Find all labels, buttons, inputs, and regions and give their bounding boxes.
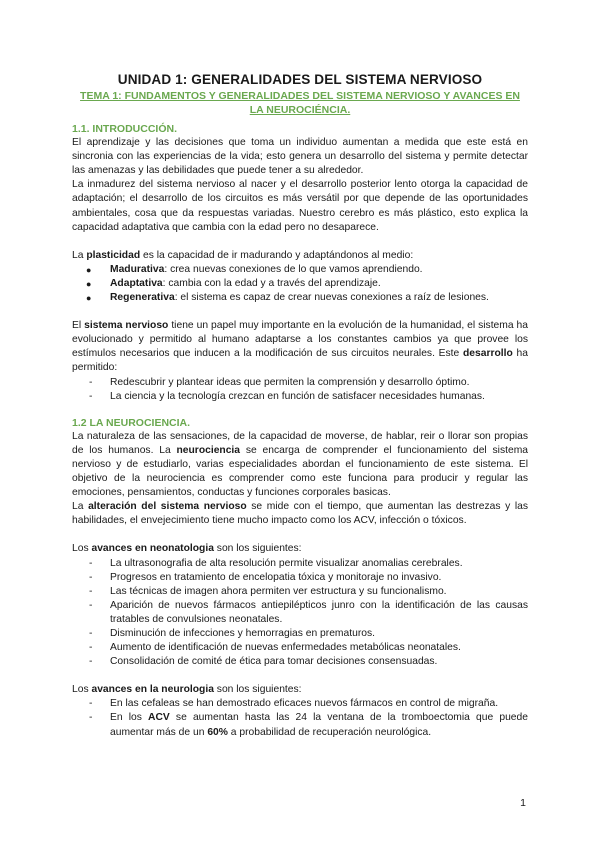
intro-paragraph-2: La inmadurez del sistema nervioso al nacer y el desarrollo posterior lento otorga la capacidad de adaptación; el desarrollo de los circuitos es más versátil por que depende de las oportunidades ambientales, cosa que da respuestas variadas. Nuestro cerebro es más plástico, esto explica la capacidad adaptativa que cambia con la edad pero no desaparece. xyxy=(72,179,528,233)
bullet-mark: ● xyxy=(86,264,92,275)
ns-p1-term: neurociencia xyxy=(176,444,241,456)
list-item xyxy=(72,641,528,655)
list-item xyxy=(72,599,528,627)
document-page xyxy=(72,72,528,740)
sn-post: ha permitido: xyxy=(72,348,528,374)
list-item-text: En las cefaleas se han demostrado eficaces nuevos fármacos en control de migraña. xyxy=(110,698,499,710)
plasticity-list xyxy=(72,263,528,305)
list-item xyxy=(72,697,528,711)
acv-mid: se aumentan hasta las 24 la ventana de la tromboectomia que puede aumentar más de un xyxy=(110,712,528,738)
acv-post: a probabilidad de recuperación neurológica. xyxy=(227,726,432,738)
list-item-text: Disminución de infecciones y hemorragias en prematuros. xyxy=(110,628,375,639)
plasticity-post: es la capacidad de ir madurando y adaptándonos al medio: xyxy=(140,249,414,261)
ns-p2-term: alteración del sistema nervioso xyxy=(88,501,247,513)
development-list xyxy=(72,376,528,404)
list-item-text: La ciencia y la tecnología crezcan en función de satisfacer necesidades humanas. xyxy=(110,390,485,402)
nervous-system-paragraph xyxy=(72,319,528,375)
list-item xyxy=(72,390,528,404)
list-item-text: Consolidación de comité de ética para tomar decisiones consensuadas. xyxy=(110,656,438,668)
plasticity-term: plasticidad xyxy=(86,249,141,261)
intro-paragraph-1: El aprendizaje y las decisiones que toma un individuo aumentan a medida que este está en sincronia con las experiencias de la vida; esto genera un desarrollo del sistema y permite detectar las amenazas y las debilidades que puede tener a su alrededor. xyxy=(72,137,528,177)
tema-title: TEMA 1: FUNDAMENTOS Y GENERALIDADES DEL SISTEMA NERVIOSO Y AVANCES EN LA NEUROCIÉNCIA. xyxy=(80,90,520,116)
list-item xyxy=(72,277,528,291)
dash-mark: - xyxy=(89,585,93,597)
dash-mark: - xyxy=(89,376,93,388)
neurology-intro xyxy=(72,683,528,697)
neuro-term: avances en la neurologia xyxy=(91,684,214,696)
ns-p2-post: se mide con el tiempo, que aumentan las destrezas y las habilidades, el envejecimiento tiene mucho impacto como los ACV, infección o tóxicos. xyxy=(72,501,528,527)
dash-mark: - xyxy=(89,628,93,639)
list-item-text: Aparición de nuevos fármacos antiepilépticos junro con la identificación de las causas tratables de convulsiones neonatales. xyxy=(110,599,528,625)
list-item-text: Aumento de identificación de nuevas enfermedades metabólicas neonatales. xyxy=(110,642,461,654)
acv-percent: 60% xyxy=(207,726,228,738)
neonatology-list xyxy=(72,557,528,670)
dash-mark: - xyxy=(89,571,93,583)
neurology-list xyxy=(72,697,528,739)
neo-term: avances en neonatologia xyxy=(91,543,214,555)
list-item-text: : crea nuevas conexiones de lo que vamos aprendiendo. xyxy=(164,263,423,275)
neo-pre: Los xyxy=(72,543,92,555)
sn-term-2: desarrollo xyxy=(463,348,513,360)
list-item xyxy=(72,585,528,599)
list-item xyxy=(72,263,528,277)
ns-p1-post: se encarga de comprender el funcionamiento del sistema nervioso y de estudiarlo, varias especialidades abordan el funcionamiento de este sistema. El objetivo de la neurociencia es comprender como este funciona para producir y regular las emociones, pensamientos, conductas y funciones corporales basicas. xyxy=(72,444,528,499)
list-item-text: : cambia con la edad y a través del aprendizaje. xyxy=(162,277,381,289)
section-heading-neurociencia: 1.2 LA NEUROCIENCIA. xyxy=(72,416,191,429)
bullet-mark: ● xyxy=(86,278,92,289)
neo-post: son los siguientes: xyxy=(213,543,302,555)
section-heading-introduccion: 1.1. INTRODUCCIÓN. xyxy=(72,123,178,135)
sn-mid: tiene un papel muy importante en la evolución de la humanidad, el sistema ha evolucionado y permitido al humano adaptarse a los constantes cambios ya que provee los estímulos necesarios que inducen a la modificación de sus circuitos neurales. Este xyxy=(72,320,528,360)
list-item xyxy=(72,291,528,305)
bullet-mark: ● xyxy=(86,293,92,304)
unit-title: UNIDAD 1: GENERALIDADES DEL SISTEMA NERVIOSO xyxy=(117,72,483,87)
list-item xyxy=(72,376,528,390)
spacer xyxy=(72,235,528,249)
plasticity-pre: La xyxy=(72,249,87,261)
dash-mark: - xyxy=(89,656,93,668)
list-item xyxy=(72,557,528,571)
acv-pre: En los xyxy=(110,712,149,724)
list-item-text: : el sistema es capaz de crear nuevas conexiones a raíz de lesiones. xyxy=(174,292,489,304)
sn-term: sistema nervioso xyxy=(84,320,169,332)
spacer xyxy=(72,669,528,683)
dash-mark: - xyxy=(89,390,93,402)
list-item xyxy=(72,655,528,669)
dash-mark: - xyxy=(89,698,93,710)
list-item-term: Regenerativa xyxy=(110,292,175,304)
neonatology-intro xyxy=(72,542,528,556)
ns-p1-pre: La naturaleza de las sensaciones, de la capacidad de moverse, de hablar, reir o llorar son propias de los humanos. La xyxy=(72,430,528,456)
list-item-term: Madurativa xyxy=(110,263,165,275)
list-item-text: La ultrasonografia de alta resolución permite visualizar anomalias cerebrales. xyxy=(110,557,463,569)
list-item-text: Redescubrir y plantear ideas que permiten la comprensión y desarrollo óptimo. xyxy=(110,376,470,388)
plasticity-paragraph xyxy=(72,249,528,263)
dash-mark: - xyxy=(89,599,93,611)
list-item xyxy=(72,571,528,585)
list-item xyxy=(72,627,528,641)
dash-mark: - xyxy=(89,557,93,569)
list-item-text: Las técnicas de imagen ahora permiten ver estructura y su funcionalismo. xyxy=(110,585,447,597)
neuroscience-paragraph-2 xyxy=(72,500,528,528)
sn-pre: El xyxy=(72,320,85,332)
page-number: 1 xyxy=(520,797,526,809)
acv-term: ACV xyxy=(148,712,170,724)
list-item-term: Adaptativa xyxy=(110,277,163,289)
spacer xyxy=(72,528,528,542)
neuro-post: son los siguientes: xyxy=(213,684,302,696)
dash-mark: - xyxy=(89,712,93,724)
spacer xyxy=(72,305,528,319)
ns-p2-pre: La xyxy=(72,501,89,513)
list-item-text: Progresos en tratamiento de encelopatia tóxica y monitoraje no invasivo. xyxy=(110,571,442,583)
dash-mark: - xyxy=(89,642,93,654)
neuroscience-paragraph-1 xyxy=(72,430,528,500)
list-item xyxy=(72,711,528,739)
neuro-pre: Los xyxy=(72,684,92,696)
